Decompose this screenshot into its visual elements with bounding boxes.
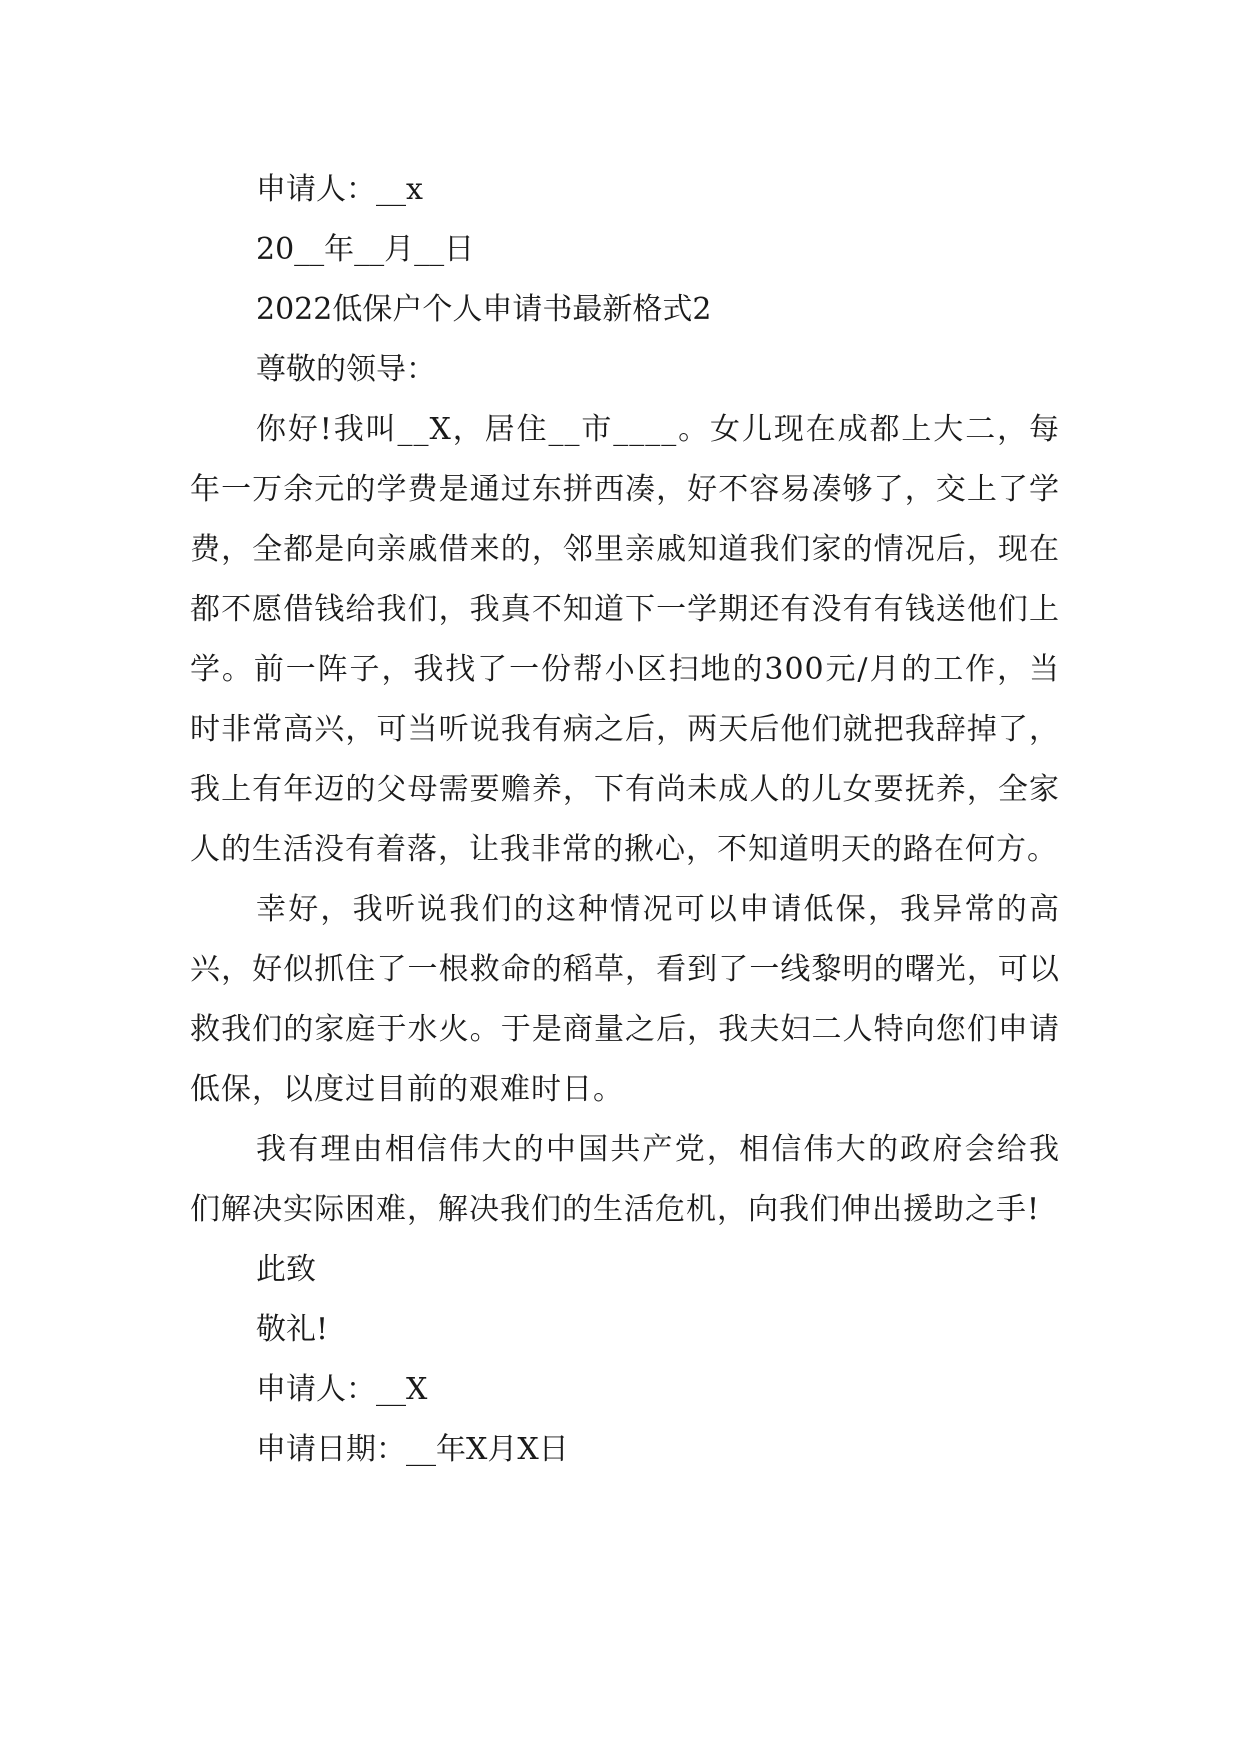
closing-line-1: 此致 xyxy=(256,1252,316,1287)
date-line-top: 20__年__月__日 xyxy=(256,232,475,267)
apply-date-line: 申请日期：__年X月X日 xyxy=(256,1432,569,1467)
body-paragraph-1: 你好!我叫__X，居住__市____。女儿现在成都上大二，每年一万余元的学费是通过东拼西凑，好不容易凑够了，交上了学费，全都是向亲戚借来的，邻里亲戚知道我们家的情况后，现在都不愿借钱给我们，我真不知道下一学期还有没有有钱送他们上学。前一阵子，我找了一份帮小区扫地的300元/月的工作，当时非常高兴，可当听说我有病之后，两天后他们就把我辞掉了，我上有年迈的父母需要赡养，下有尚未成人的儿女要抚养，全家人的生活没有着落，让我非常的揪心，不知道明天的路在何方。 xyxy=(190,412,1060,867)
applicant-line-bottom: 申请人：__X xyxy=(256,1372,428,1407)
body-paragraph-3: 我有理由相信伟大的中国共产党，相信伟大的政府会给我们解决实际困难，解决我们的生活危机，向我们伸出援助之手! xyxy=(190,1132,1060,1227)
salutation: 尊敬的领导： xyxy=(256,352,436,387)
body-paragraph-2: 幸好，我听说我们的这种情况可以申请低保，我异常的高兴，好似抓住了一根救命的稻草，看到了一线黎明的曙光，可以救我们的家庭于水火。于是商量之后，我夫妇二人特向您们申请低保，以度过目前的艰难时日。 xyxy=(190,892,1060,1107)
document-title: 2022低保户个人申请书最新格式2 xyxy=(256,292,712,327)
closing-line-2: 敬礼! xyxy=(256,1312,329,1347)
document-body xyxy=(190,160,1060,1480)
applicant-line-top: 申请人：__x xyxy=(256,172,423,207)
